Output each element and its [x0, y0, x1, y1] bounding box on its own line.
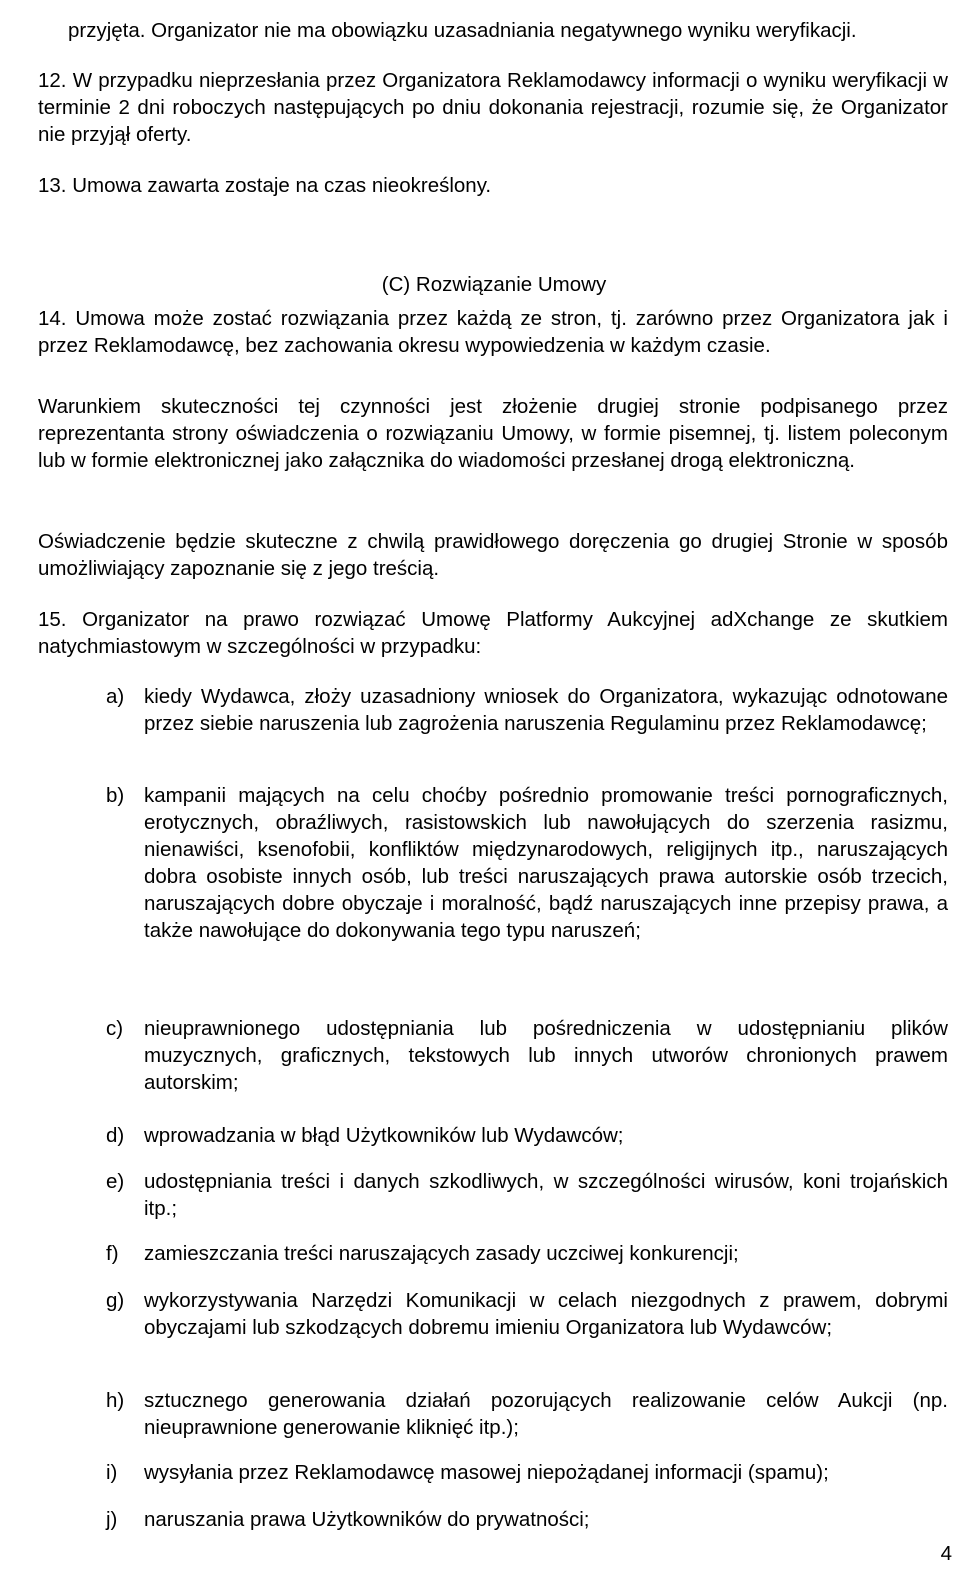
paragraph-14: [38, 305, 948, 359]
paragraph-14-condition: [38, 393, 948, 474]
list-item-text: kampanii mających na celu choćby pośrednio promowanie treści pornograficznych, erotycznych, obraźliwych, rasistowskich lub nawołujących do szerzenia rasizmu, nienawiści, ksenofobii, konfliktów międzynarodowych, religijnych itp., naruszających dobra osobiste innych osób, lub treści naruszających prawa autorskie osób trzecich, naruszających dobre obyczaje i moralność, bądź naruszających inne przepisy prawa, a także nawołujące do dokonywania tego typu naruszeń;: [144, 784, 948, 942]
list-item-label: j): [106, 1508, 118, 1531]
paragraph-text: Organizator na prawo rozwiązać Umowę Platformy Aukcyjnej adXchange ze skutkiem natychmiastowym w szczególności w przypadku:: [38, 608, 948, 658]
paragraph-body: [38, 67, 948, 148]
list-item-label: c): [106, 1017, 124, 1040]
list-item-text: kiedy Wydawca, złoży uzasadniony wniosek do Organizatora, wykazując odnotowane przez siebie naruszenia lub zagrożenia naruszenia Regulaminu przez Reklamodawcę;: [144, 685, 948, 735]
list-item-text: wykorzystywania Narzędzi Komunikacji w celach niezgodnych z prawem, dobrymi obyczajami lub szkodzących dobremu imieniu Organizatora lub Wydawców;: [144, 1289, 948, 1339]
list-item-text: wprowadzania w błąd Użytkowników lub Wydawców;: [144, 1124, 624, 1147]
section-heading: (C) Rozwiązanie Umowy: [381, 273, 607, 296]
list-item-label: h): [106, 1389, 125, 1412]
paragraph-number: 14.: [38, 307, 67, 330]
paragraph-text: Umowa zawarta zostaje na czas nieokreślony.: [72, 174, 492, 197]
paragraph-text: Umowa może zostać rozwiązania przez każdą ze stron, tj. zarówno przez Organizatora jak i przez Reklamodawcę, bez zachowania okresu wypowiedzenia w każdym czasie.: [38, 307, 948, 357]
list-item-text: wysyłania przez Reklamodawcę masowej niepożądanej informacji (spamu);: [144, 1461, 829, 1484]
list-item-label: f): [106, 1242, 119, 1265]
paragraph-body: [38, 172, 948, 199]
paragraph-15: [38, 606, 948, 660]
list-item-text: naruszania prawa Użytkowników do prywatności;: [144, 1508, 590, 1531]
paragraph-body: [38, 305, 948, 359]
paragraph-text: Oświadczenie będzie skuteczne z chwilą prawidłowego doręczenia go drugiej Stronie w sposób umożliwiający zapoznanie się z jego treścią.: [38, 530, 948, 580]
list-item-label: i): [106, 1461, 118, 1484]
list-item-text: zamieszczania treści naruszających zasady uczciwej konkurencji;: [144, 1242, 739, 1265]
paragraph-11-tail: [68, 0, 948, 64]
list-item-text: udostępniania treści i danych szkodliwych, w szczególności wirusów, koni trojańskich itp.;: [144, 1170, 948, 1220]
list-item-label: a): [106, 685, 125, 708]
paragraph-text: Warunkiem skuteczności tej czynności jest złożenie drugiej stronie podpisanego przez reprezentanta strony oświadczenia o rozwiązaniu Umowy, w formie pisemnej, tj. listem poleconym lub w formie elektronicznej jako załącznika do wiadomości przesłanej drogą elektroniczną.: [38, 395, 948, 472]
paragraph-body: [38, 606, 948, 660]
list-item-label: b): [106, 784, 125, 807]
paragraph-number: 12.: [38, 69, 67, 92]
list-item-text: nieuprawnionego udostępniania lub pośredniczenia w udostępnianiu plików muzycznych, graficznych, tekstowych lub innych utworów chronionych prawem autorskim;: [144, 1017, 948, 1094]
list-item-label: g): [106, 1289, 125, 1312]
list-item-label: e): [106, 1170, 125, 1193]
paragraph-number: 13.: [38, 174, 67, 197]
paragraph-13: [38, 172, 948, 199]
paragraph-14-effect: [38, 528, 948, 582]
page-number: 4: [940, 1542, 952, 1565]
list-item-text: sztucznego generowania działań pozorujących realizowanie celów Aukcji (np. nieuprawnione generowanie kliknięć itp.);: [144, 1389, 948, 1439]
paragraph-text: W przypadku nieprzesłania przez Organizatora Reklamodawcy informacji o wyniku weryfikacji w terminie 2 dni roboczych następujących po dniu dokonania rejestracji, rozumie się, że Organizator nie przyjął oferty.: [38, 69, 948, 146]
paragraph-12: [38, 67, 948, 148]
list-item-label: d): [106, 1124, 125, 1147]
paragraph-text: przyjęta. Organizator nie ma obowiązku uzasadniania negatywnego wyniku weryfikacji.: [68, 18, 857, 42]
paragraph-number: 15.: [38, 608, 67, 631]
